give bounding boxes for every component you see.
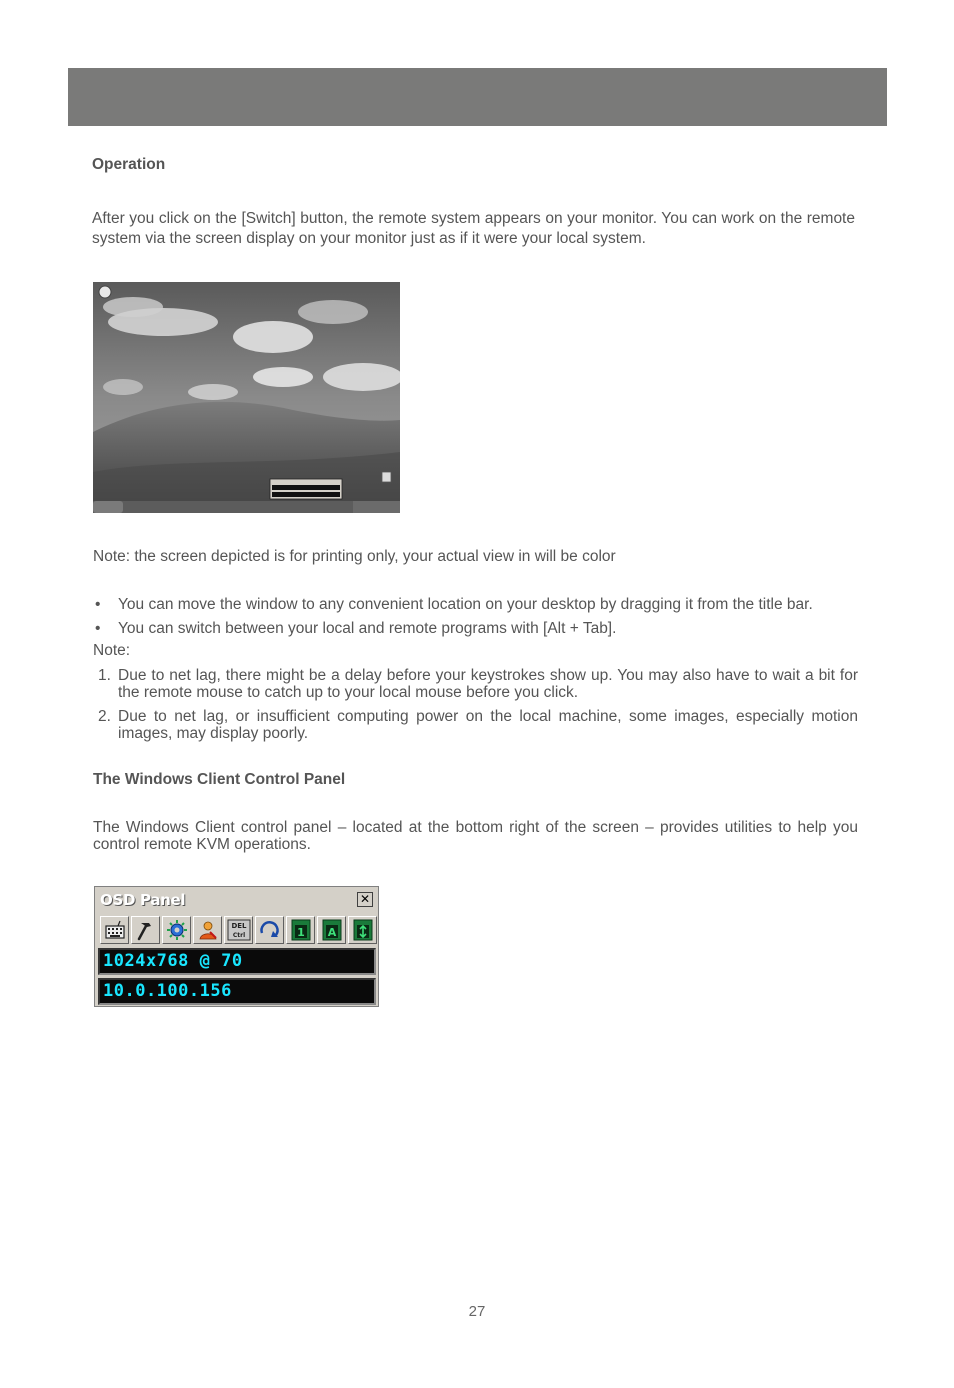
scroll-lock-icon [352, 919, 374, 941]
close-icon: ✕ [359, 892, 371, 906]
ctrl-alt-del-icon [227, 919, 251, 941]
osd-panel-title[interactable]: OSD Panel [100, 891, 186, 909]
osd-panel[interactable] [94, 886, 379, 1007]
notes-list [93, 667, 858, 749]
num-lock-button[interactable] [286, 916, 315, 944]
keyboard-icon [104, 920, 126, 940]
list-item: 2. Due to net lag, or insufficient computing power on the local machine, some images, especially motion images, may display poorly. [98, 708, 858, 742]
ctrl-alt-del-button[interactable] [224, 916, 253, 944]
svg-text:A: A [327, 926, 336, 939]
screenshot-note: Note: the screen depicted is for printing only, your actual view in will be color [93, 548, 616, 565]
svg-text:1: 1 [296, 926, 305, 939]
hammer-icon [135, 919, 157, 941]
ip-address-display: 10.0.100.156 [98, 978, 376, 1005]
section-title: Operation [92, 156, 166, 173]
panel-intro-paragraph: The Windows Client control panel – located at the bottom right of the screen – provides utilities to help you control remote KVM operations. [93, 819, 858, 853]
resolution-display: 1024x768 @ 70 [98, 948, 376, 975]
refresh-icon [259, 919, 281, 941]
caps-lock-icon [321, 919, 343, 941]
user-button[interactable] [193, 916, 222, 944]
remote-desktop-screenshot [93, 282, 400, 513]
svg-text:Ctrl: Ctrl [232, 932, 245, 939]
settings-button[interactable] [162, 916, 191, 944]
keyboard-button[interactable] [100, 916, 129, 944]
intro-paragraph: After you click on the [Switch] button, the remote system appears on your monitor. You can work on the remote system via the screen display on your monitor just as if it were your local system. [92, 210, 855, 247]
num-lock-icon [290, 919, 312, 941]
note-label: Note: [93, 642, 131, 659]
header-bar [68, 68, 887, 126]
list-item: • You can move the window to any convenient location on your desktop by dragging it from the title bar. [95, 596, 813, 613]
user-icon [197, 919, 219, 941]
tips-list [93, 595, 858, 643]
panel-section-title: The Windows Client Control Panel [93, 771, 346, 788]
close-button[interactable] [357, 892, 373, 907]
scroll-lock-button[interactable] [348, 916, 377, 944]
list-item: • You can switch between your local and remote programs with [Alt + Tab]. [95, 620, 617, 637]
svg-text:DEL: DEL [230, 922, 247, 930]
list-item: 1. Due to net lag, there might be a delay before your keystrokes show up. You may also have to wait a bit for the remote mouse to catch up to your local mouse before you click. [98, 667, 858, 701]
settings-icon [166, 919, 188, 941]
hammer-button[interactable] [131, 916, 160, 944]
osd-toolbar [100, 916, 377, 944]
refresh-button[interactable] [255, 916, 284, 944]
page-number: 27 [468, 1303, 486, 1320]
caps-lock-button[interactable] [317, 916, 346, 944]
